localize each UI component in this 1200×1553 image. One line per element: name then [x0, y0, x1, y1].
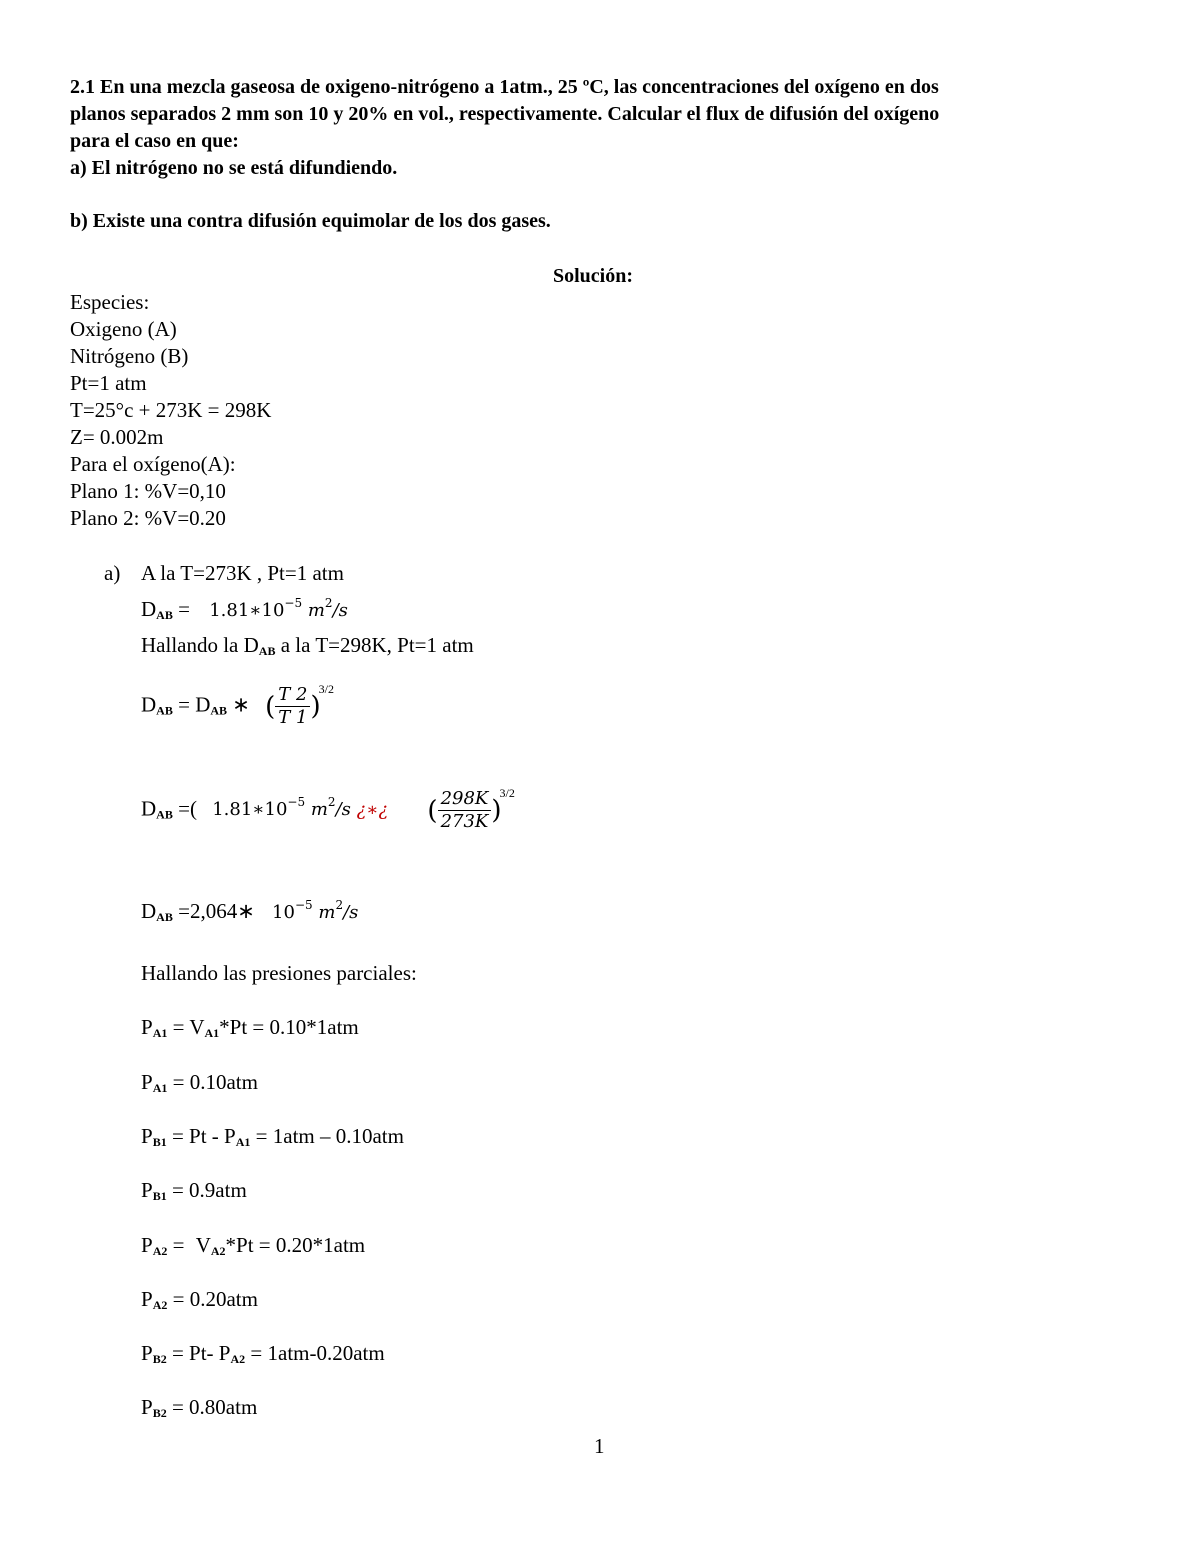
- hallando-text: a la T=298K, Pt=1 atm: [280, 633, 474, 657]
- p-rest: = Pt- P: [171, 1341, 231, 1365]
- p-rest: *Pt = 0.10*1atm: [219, 1015, 359, 1039]
- p-symbol: P: [141, 1395, 153, 1419]
- page-number: 1: [594, 1434, 605, 1458]
- p-rest: = 0.20atm: [172, 1287, 258, 1311]
- pressure-line: [141, 1070, 258, 1096]
- problem-line-1: 2.1 En una mezcla gaseosa de oxigeno-nitrógeno a 1atm., 25 ºC, las concentraciones del oxígeno en dos: [70, 76, 939, 98]
- unit-m: m: [307, 600, 325, 621]
- equals: =: [178, 899, 190, 923]
- problem-item-b: b) Existe una contra difusión equimolar de los dos gases.: [70, 210, 551, 232]
- hallando-prefix: Hallando la D: [141, 633, 259, 657]
- p-symbol: P: [141, 1124, 153, 1148]
- equals: =: [178, 597, 190, 621]
- d-sub: AB: [156, 703, 173, 718]
- equals: =: [172, 1015, 185, 1039]
- v-symbol: V: [189, 1015, 205, 1039]
- p-rest2: = 1atm – 0.10atm: [255, 1124, 404, 1148]
- solution-heading: Solución:: [553, 265, 634, 287]
- unit-pow: 2: [327, 795, 336, 810]
- fraction-t2-t1: [275, 684, 310, 729]
- data-line: Plano 1: %V=0,10: [70, 479, 226, 503]
- unit-pow: 2: [335, 898, 344, 912]
- data-line: Para el oxígeno(A):: [70, 452, 236, 476]
- p-sub: A1: [152, 1081, 168, 1095]
- p-rest-sub: A1: [235, 1135, 251, 1149]
- p-sub: A2: [152, 1244, 168, 1258]
- hallando-sub: AB: [258, 644, 276, 658]
- p-sub: B2: [152, 1352, 167, 1366]
- problem-item-a: a) El nitrógeno no se está difundiendo.: [70, 157, 398, 179]
- d-ab-given: [141, 596, 348, 623]
- problem-line-2: planos separados 2 mm son 10 y 20% en vol., respectivamente. Calcular el flux de difusión del oxígeno: [70, 103, 940, 125]
- equals: =: [178, 796, 190, 821]
- p-symbol: P: [141, 1287, 153, 1311]
- unit-s: /s: [335, 799, 351, 821]
- broken-equation-glyphs: ¿∗¿: [356, 799, 389, 821]
- d-ab-result: [141, 898, 358, 925]
- p-symbol: P: [141, 1070, 153, 1094]
- d-exp: −5: [287, 795, 306, 810]
- p-rest: = 0.10atm: [172, 1070, 258, 1094]
- p-symbol: P: [141, 1233, 153, 1257]
- d-sub: AB: [156, 910, 173, 924]
- data-line: Plano 2: %V=0.20: [70, 506, 226, 530]
- part-a-marker: a): [104, 561, 121, 585]
- pressure-line: [141, 1341, 385, 1367]
- p-symbol: P: [141, 1341, 153, 1365]
- multiply: ∗: [232, 692, 250, 717]
- frac-den: 273K: [440, 811, 489, 832]
- d-symbol: D: [141, 796, 157, 821]
- p-sub: A2: [152, 1298, 168, 1312]
- p-rest: = 0.80atm: [171, 1395, 258, 1419]
- formula-substitution: $D_{AB}$ =( $1.81∗10^{-5}$ $m^2/s$ ¿∗¿ ( $\frac{298K}{273K}$ )$^{3/2}$: [141, 786, 515, 832]
- d-exp: −5: [284, 596, 303, 610]
- unit-m: m: [310, 799, 328, 821]
- hallando-dab: [141, 633, 474, 659]
- p-symbol: P: [141, 1178, 153, 1202]
- p-sub: B1: [152, 1135, 167, 1149]
- p-symbol: P: [141, 1015, 153, 1039]
- p-rest-sub: A2: [230, 1352, 246, 1366]
- pow10: 10: [272, 902, 295, 923]
- pressure-line: [141, 1015, 359, 1041]
- fraction-298-273: [438, 788, 492, 833]
- equals: =: [172, 1233, 185, 1257]
- data-line: Z= 0.002m: [70, 425, 164, 449]
- d-symbol: D: [141, 692, 157, 717]
- unit-s: /s: [332, 600, 348, 621]
- problem-line-3: para el caso en que:: [70, 130, 239, 152]
- formula-temperature-correction: $D_{AB} = D_{AB}$ ∗ ( $\frac{T 2}{T 1}$ )$^{3/2}$: [141, 682, 334, 728]
- v-sub: A1: [204, 1026, 220, 1040]
- data-line: Nitrógeno (B): [70, 344, 189, 368]
- p-rest2: = 1atm-0.20atm: [250, 1341, 385, 1365]
- d-sub: AB: [210, 703, 228, 718]
- p-rest: *Pt = 0.20*1atm: [225, 1233, 366, 1257]
- p-sub: B2: [152, 1406, 167, 1420]
- d-sub: AB: [156, 807, 173, 822]
- p-sub: A1: [152, 1026, 168, 1040]
- part-a-condition: A la T=273K , Pt=1 atm: [141, 561, 344, 585]
- result-coef: 2,064∗: [189, 899, 255, 923]
- data-line: Pt=1 atm: [70, 371, 147, 395]
- pressure-line: [141, 1178, 247, 1204]
- d-coef: 1.81∗10: [209, 600, 285, 621]
- d-symbol: D: [195, 692, 211, 717]
- d-symbol: D: [141, 597, 157, 621]
- partial-pressures-heading: Hallando las presiones parciales:: [141, 961, 417, 985]
- exponent: 3/2: [318, 682, 334, 697]
- unit-pow: 2: [324, 596, 333, 610]
- open-paren: (: [189, 796, 197, 821]
- p-sub: B1: [152, 1189, 167, 1203]
- pressure-line: [141, 1287, 258, 1313]
- v-symbol: V: [195, 1233, 211, 1257]
- data-line: Especies:: [70, 290, 150, 314]
- pressure-line: [141, 1124, 404, 1150]
- v-sub: A2: [210, 1244, 226, 1258]
- frac-num: 298K: [438, 788, 492, 811]
- equals: =: [178, 692, 190, 717]
- exponent: 3/2: [499, 786, 515, 801]
- unit-m: m: [318, 902, 336, 923]
- p-rest: = 0.9atm: [171, 1178, 247, 1202]
- frac-num: T 2: [275, 684, 310, 707]
- unit-s: /s: [343, 902, 359, 923]
- p-rest: = Pt - P: [171, 1124, 236, 1148]
- pressure-line: [141, 1395, 257, 1421]
- d-exp: −5: [294, 898, 313, 912]
- frac-den: T 1: [278, 707, 308, 728]
- d-symbol: D: [141, 899, 157, 923]
- data-line: Oxigeno (A): [70, 317, 177, 341]
- data-line: T=25°c + 273K = 298K: [70, 398, 272, 422]
- pressure-line: [141, 1233, 365, 1259]
- d-coef: 1.81∗10: [212, 799, 288, 821]
- d-sub: AB: [156, 608, 173, 622]
